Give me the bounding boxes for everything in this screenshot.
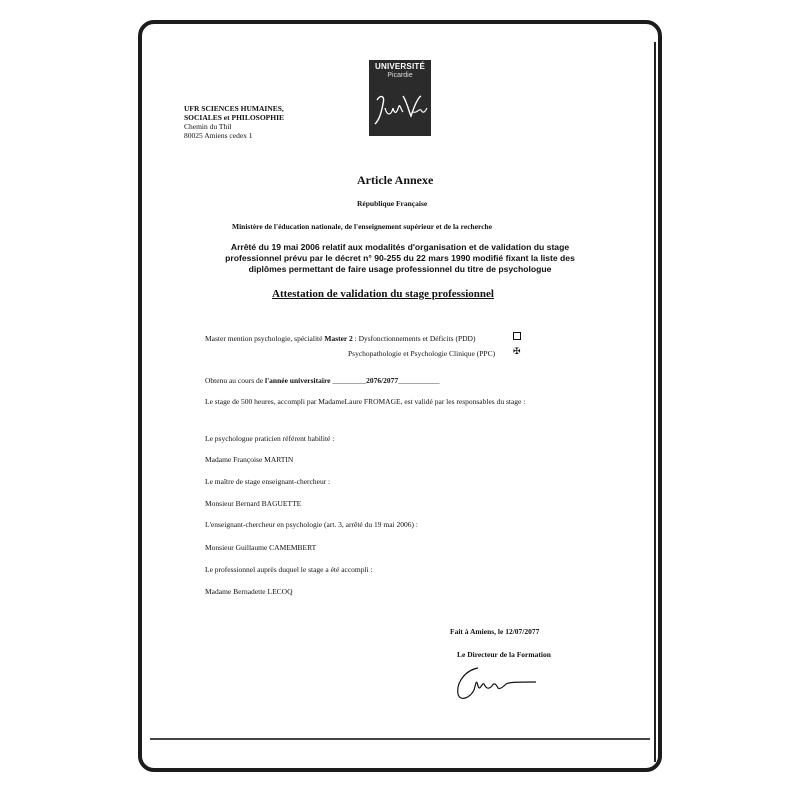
document-title: Article Annexe [357,173,434,187]
stage-suffix: , est validé par les responsables du stage : [400,397,526,406]
address-line-2: SOCIALES et PHILOSOPHIE [184,113,285,122]
arrete-line-2: professionnel prévu par le décret n° 90-255 du 22 mars 1990 modifié fixant la liste des [225,253,575,263]
stage-line [205,397,525,406]
person-name: Guillaume CAMEMBERT [235,543,317,552]
address-line-4: 80025 Amiens cedex 1 [184,131,253,140]
person-title: Monsieur [205,543,234,552]
master-line [205,334,475,343]
year-value: 2076/2077 [366,376,399,385]
role-referent: Le psychologue praticien référent habilité : [205,434,335,443]
role-enseignant: L'enseignant-chercheur en psychologie (art. 3, arrêté du 19 mai 2006) : [205,520,418,529]
checkbox-ppc-checked[interactable]: ✠ [513,346,521,356]
master-prefix: Master mention psychologie, spécialité [205,334,323,343]
person-title: Madame [205,455,232,464]
signer-title: Le Directeur de la Formation [457,650,551,659]
person-title: Madame [205,587,232,596]
year-blank-left: _________ [332,376,367,385]
faculty-address [184,104,284,140]
person-referent [205,455,293,464]
scan-edge-line [644,42,656,762]
person-professionnel [205,587,292,596]
person-name: Bernadette LECOQ [233,587,293,596]
address-line-3: Chemin du Thil [184,122,232,131]
address-line-1: UFR SCIENCES HUMAINES, [184,104,284,113]
republic-heading: République Française [357,199,428,208]
year-prefix: Obtenu au cours de [205,376,264,385]
stage-intern-name: Laure FROMAGE [344,397,401,406]
role-professionnel: Le professionnel auprès duquel le stage a été accompli : [205,565,373,574]
place-and-date: Fait à Amiens, le 12/07/2077 [450,627,540,636]
attestation-title: Attestation de validation du stage professionnel [272,288,494,300]
arrete-line-1: Arrêté du 19 mai 2006 relatif aux modalités d'organisation et de validation du stage [230,242,570,252]
university-logo [369,60,431,136]
bottom-divider [150,738,650,740]
handwritten-signature-icon [448,660,548,704]
person-maitre-stage [205,499,301,508]
logo-script-signature-icon [373,90,429,130]
master-option-ppc: Psychopathologie et Psychologie Clinique (PPC) [348,349,496,358]
logo-university-text: UNIVERSITÉ [374,62,425,71]
role-maitre-stage: Le maître de stage enseignant-chercheur : [205,477,331,486]
checkbox-pdd[interactable] [513,332,521,340]
person-name: Bernard BAGUETTE [235,499,302,508]
arrete-paragraph [190,242,610,275]
arrete-line-3: diplômes permettant de faire usage professionnel du titre de psychologue [248,264,552,274]
person-enseignant [205,543,316,552]
person-title: Monsieur [205,499,234,508]
year-label: l'année universitaire [264,376,331,385]
year-blank-right: ___________ [398,376,440,385]
ministry-heading: Ministère de l'éducation nationale, de l'enseignement supérieur et de la recherche [232,222,493,231]
logo-region-text: Picardie [387,72,413,79]
person-name: Françoise MARTIN [233,455,294,464]
year-line [205,376,439,385]
master-level: Master 2 [324,334,353,343]
master-option-pdd: : Dysfonctionnements et Déficits (PDD) [354,334,476,343]
stage-prefix: Le stage de 500 heures, accompli par Madame [205,397,345,406]
